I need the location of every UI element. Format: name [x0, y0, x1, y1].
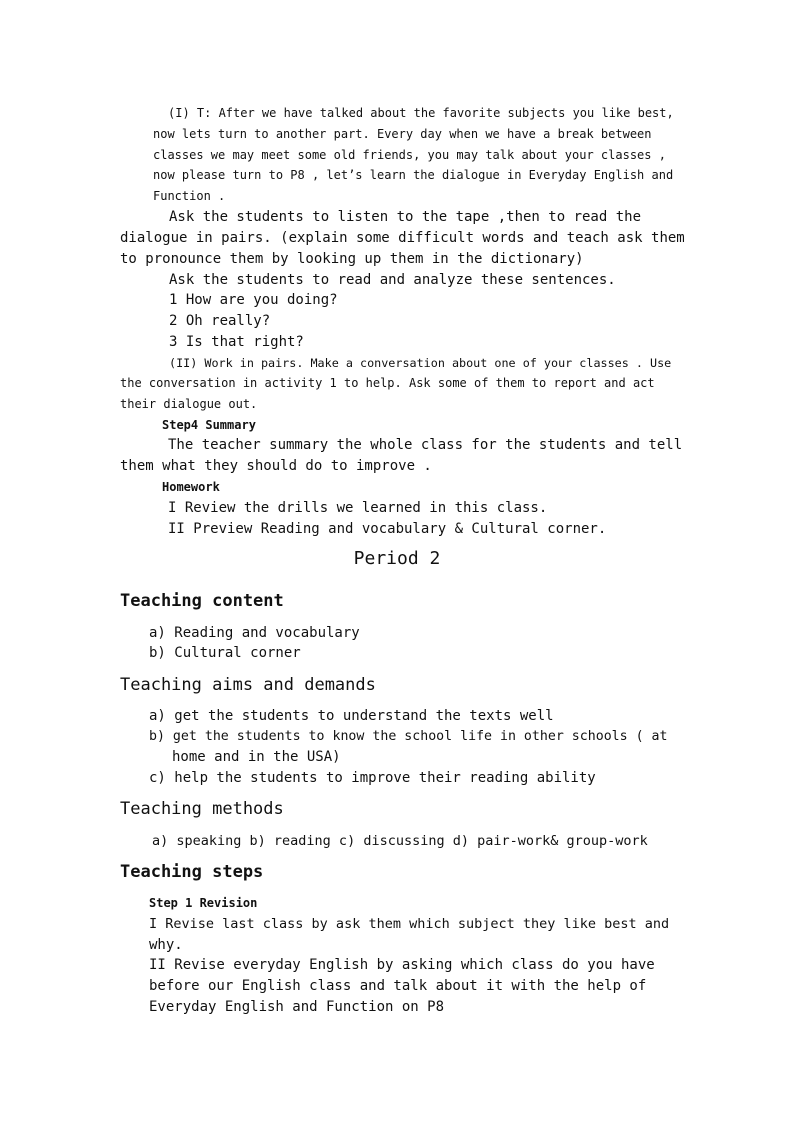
para-3: Ask the students to read and analyze these sentences. — [169, 272, 616, 288]
homework-title: Homework — [162, 480, 220, 494]
aims-item-a: a) get the students to understand the texts well — [149, 708, 554, 724]
aims-item-b-line-1: b) get the students to know the school life in other schools ( at — [149, 729, 668, 744]
para-1-line-1: (I) T: After we have talked about the favorite subjects you like best, — [168, 106, 674, 120]
teaching-methods-heading: Teaching methods — [120, 799, 284, 819]
aims-item-b-line-2: home and in the USA) — [172, 749, 341, 765]
para-4-line-1: (II) Work in pairs. Make a conversation about one of your classes . Use — [169, 356, 672, 370]
para-2-line-2: dialogue in pairs. (explain some difficult words and teach ask them — [120, 230, 685, 246]
step1-line-5: Everyday English and Function on P8 — [149, 999, 445, 1015]
teaching-steps-heading: Teaching steps — [120, 862, 264, 882]
step1-title: Step 1 Revision — [149, 896, 258, 910]
sentence-1: 1 How are you doing? — [169, 292, 338, 308]
teaching-content-heading: Teaching content — [120, 591, 284, 611]
para-1-line-5: Function . — [153, 189, 226, 203]
step1-line-3: II Revise everyday English by asking which class do you have — [149, 957, 655, 973]
sentence-2: 2 Oh really? — [169, 313, 271, 329]
para-1-line-3: classes we may meet some old friends, you may talk about your classes , — [153, 148, 666, 162]
homework-item-2: II Preview Reading and vocabulary & Cultural corner. — [168, 521, 607, 537]
para-4-line-2: the conversation in activity 1 to help. Ask some of them to report and act — [120, 376, 655, 390]
step4-title: Step4 Summary — [162, 418, 256, 432]
para-2-line-1: Ask the students to listen to the tape ,then to read the — [169, 209, 642, 225]
step4-line-1: The teacher summary the whole class for the students and tell — [168, 437, 683, 453]
content-item-a: a) Reading and vocabulary — [149, 625, 360, 641]
step4-line-2: them what they should do to improve . — [120, 458, 432, 474]
step1-line-2: why. — [149, 937, 183, 953]
methods-line: a) speaking b) reading c) discussing d) pair-work& group-work — [152, 833, 648, 849]
teaching-aims-heading: Teaching aims and demands — [120, 675, 376, 695]
content-item-b: b) Cultural corner — [149, 645, 301, 661]
step1-line-4: before our English class and talk about it with the help of — [149, 978, 647, 994]
period-title: Period 2 — [353, 548, 441, 569]
step1-line-1: I Revise last class by ask them which subject they like best and — [149, 916, 670, 932]
para-4-line-3: their dialogue out. — [120, 397, 258, 411]
para-1-line-2: now lets turn to another part. Every day when we have a break between — [153, 127, 652, 141]
para-1-line-4: now please turn to P8 , let’s learn the dialogue in Everyday English and — [153, 168, 674, 182]
homework-item-1: I Review the drills we learned in this class. — [168, 500, 548, 516]
aims-item-c: c) help the students to improve their reading ability — [149, 770, 596, 786]
para-2-line-3: to pronounce them by looking up them in the dictionary) — [120, 251, 584, 267]
sentence-3: 3 Is that right? — [169, 334, 304, 350]
